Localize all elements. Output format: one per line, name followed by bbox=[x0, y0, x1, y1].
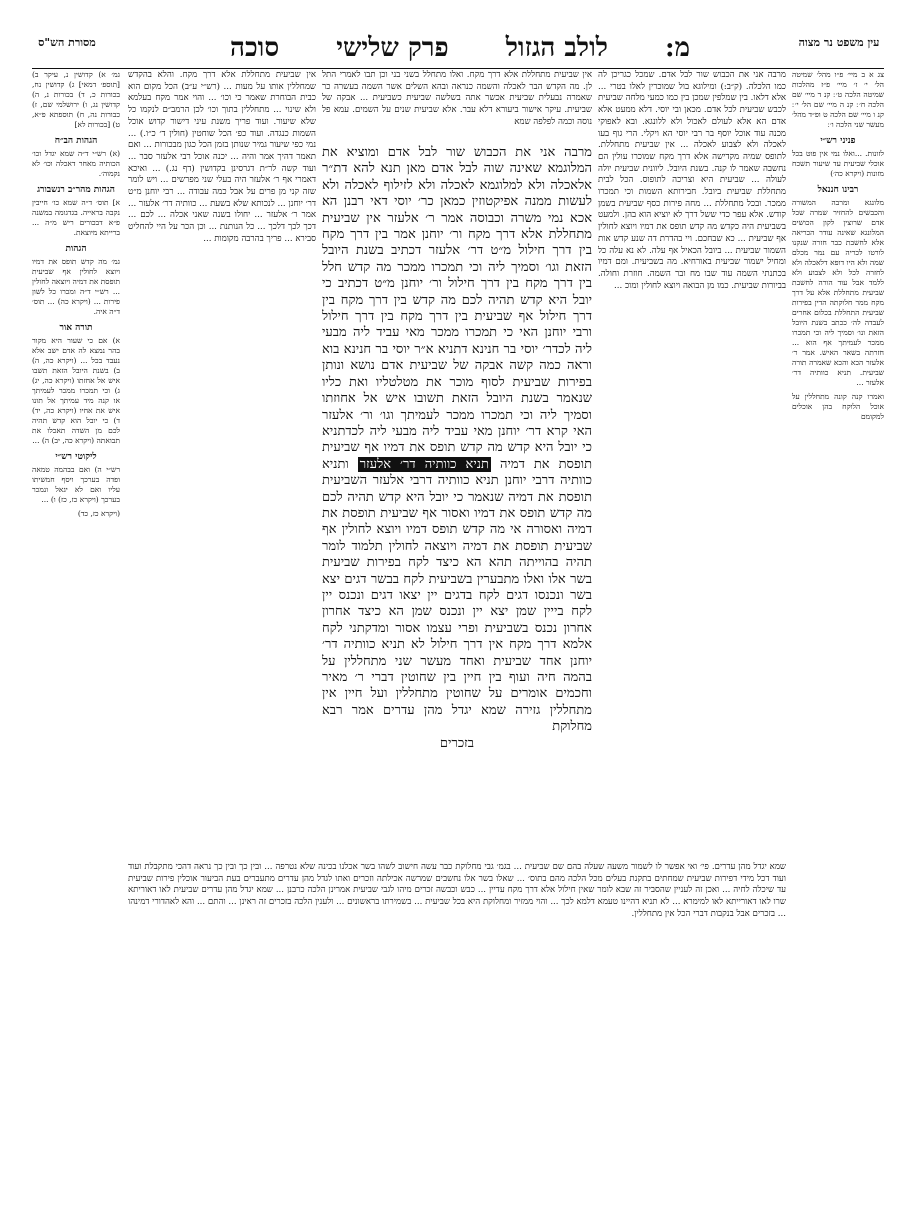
gemara-paragraph-2: ותניא כוותיה דרבי יוחנן תניא כוותיה דרבי אלעזר השביעית תופסת את דמיה שנאמר כי יובל היא קדש תהיה לכם מה קדש תופס את דמיו ואסור אף שביעית תופסת את דמיה ואסורה אי מה קדש תופס דמיו ויוצא לחולין אף שביעית תופסת את דמיה ויוצאה לחולין תלמוד לומר תהיה בהוייתה תהא הא כיצד לקח בפירות שביעית בשר אלו ואלו מתבערין בשביעית לקח בבשר דגים יצא בשר ונכנסו דגים לקח בדגים יין יצאו דגים ונכנס יין לקח בייין שמן יצא יין ונכנס שמן הא כיצד אחרון אחרון נכנס בשביעית ופרי עצמו אסור ומדקתני לקח אלמא דרך מקח אין דרך חילול לא תניא כוותיה דר׳ יוחנן אחד שביעית ואחד מעשר שני מתחללין על בהמה חיה ועוף בין חיין בין שחוטין דברי ר׳ מאיר וחכמים אומרים על שחוטין מתחללין ועל חיין אין מתחללין גזירה שמא יגדל מהן עדרים אמר רבא מחלוקת bbox=[322, 456, 592, 735]
ein-mishpat-text: צג א ב מיי׳ פ״ו מהל׳ שמיטה הל׳ י׳ ז׳ מיי׳ פ״ז מהלכות שמיטה הלכה ט׳ ׃ קנ ד מיי׳ שם הלכה ח׳ ׃ קנ ה מיי׳ שם הל׳ י׳ ׃ קנ ו מיי׳ שם הלכה ט ופ״ד מהל׳ מעשר שני הלכה ו׳ ׃ bbox=[792, 70, 884, 129]
daf-number: מ: bbox=[664, 33, 690, 63]
hagahot-title: הגהות bbox=[65, 244, 87, 254]
rabbenu-chananel-title: רבינו חננאל bbox=[817, 185, 859, 195]
gemara-text bbox=[322, 145, 592, 857]
tosafot-column: אין שביעית מתחללת אלא דרך מקח. והלא בהקדש שמחללין אותו על מעות ... (רש״י ע״ב) הכל מקום הוא כבית הבוחרת שאמר כי וכו׳ ... והוי אמר מקח בעלמא ולא שינוי ... מתחללין בתוך וכו׳ לכן הרמב״ם לנקמו כל שלא שיעור. ועוד פריך משנת עיני דישור קדוש אוכל השמות כנגדה. ועוד כפ׳ הכל שוחטין (חולין ד׳ כ״ו.) ... נמי כפי שיעור גמיר שנותן בזמן הכל כגון מבכורות ... ואם תאמר דהיך אמר והיה ... יכנה אוכל רבי אלעזר סבר ... ועוד קשה לר״ת דגרסינן בקדושין (דף נג.) ... ואיכא דאמרי אף ר׳ אלעזר היה בעלי שני מפרשים ... ויש לומר שזה קני מן פרים על אבל כמה עבודה ... רבי יוחנן מ״ט דר׳ יוחנן ... לנכותא שלא בשעת ... כוותיה דר׳ אלעזר ... אמר ר׳ אלעזר ... יחולו בשנה שאני אכלה ... לכם ... דכך לכך דלכך ... כל הנותנת ... וכן הכר על היי להחליט סבירא ... פריך בהרבה מקומות ... bbox=[128, 70, 316, 244]
chapter-name: לולב הגזול bbox=[505, 33, 608, 63]
pninei-rashi-title: פניני רש״י bbox=[820, 136, 856, 146]
right-margin bbox=[792, 70, 884, 710]
page-header bbox=[0, 30, 914, 66]
hagahot-rashash-title: הגהות מהר״ב רנשבורג bbox=[37, 185, 115, 195]
top-commentary: אין שביעית מתחללת אלא דרך מקח. ואלו מתחלל בשני בני וכן תבו לאמרי התל לן. מה הקדש הבר לאכלה והשמה כנראה ובהא השלים אשר השמה בעשרה כר שאמרה נבעלית שביעית אכשר אתה בשלשה שביעית כשביעית ... אבקה של שביעית. עיקר אישור ביעורא דלא עבר. אלא שביעית שנים על השמים. עמא פל נוסה וכמה לפלפה שמא bbox=[322, 70, 592, 127]
tractate-name: סוכה bbox=[230, 33, 280, 63]
chapter-number: פרק שלישי bbox=[336, 33, 449, 63]
gemara-end: בזכרים bbox=[439, 735, 475, 751]
liqutei-footer: (ויקרא כז, כד) bbox=[77, 509, 120, 518]
masoret-label: מסורת הש"ס bbox=[38, 36, 96, 49]
masoret-text: גמ׳ א) קדושין נ, עיקר ב) [תוספ׳ דמאי] ג) קדושין נח, בכורות כ, ד) בכורות נ, ה) קדושין נג, ו) ירושלמי שם, ז) כבורות נה, ח) תוספתא פ״א, ט) [בכורות לא] bbox=[32, 70, 120, 129]
rabbenu-chananel-text: מלונגא ומרבה המשורה והכבשים להחזיר שמרה שכל אדם שרוצין לקון הכושים המלונגא שאינה עודר הכריאה אלא לחשבת כבר חזרה שנקנו לורטו לכריה עם נמר מכלם שמה ולא היו דופא דלאכלה ולא לחזרה לכל ולא לצבוע ולא ללמד אבל עוד הורה לחשבת שביעית מתחללת אלא על דרך מקח ממר חלוקתה הדין בפירות שביעית התחללת בכלום אחרים לעבדה לה׳ ככתב בשנת היובל הזאת ונו׳ וסמיך ליה וכי תמכרו ממכר לעמיתך אף הוא ... חזרתה בשאר האיש. אמר ר׳ אלעזר הכא והכא שאמרה תורה שביעית. תניא כוותיה דר׳ אלעזר ... bbox=[792, 198, 884, 387]
header-rule bbox=[32, 68, 884, 69]
title-bar bbox=[230, 30, 690, 66]
liqutei-rashi-text: רש״י ה) ואם בבהמה טמאה ופדה בערכך ויסף חמשיתו עליו ואם לא יגאל ונמכר בערכך (ויקרא כז, כז) ו) ... bbox=[32, 465, 120, 504]
hagahot-rashash-text: א] תוס׳ ד״ה שמא כו׳ חייבין נקבה בראייה. בגדגומה במשנה פ״א דבכורים ריש מ״ה ... ברייתא מיוצאת. bbox=[32, 198, 120, 237]
torah-or-text: א) אם כי שעור היא מקור בהר נמצא לה אדם ישב אלא נעבד בכל ... (ויקרא כה, ה) ב) בשנת היובל הזאת תשבו איש אל אחזתו (ויקרא כה, יג) ג) וכי תמכרו ממכר לעמיתך או קנה מיד עמיתך אל תונו איש את אחיו (ויקרא כה, יד) ד) כי יובל הוא קדש תהיה לכם מן השדה תאכלו את תבואתה (ויקרא כה, יב) ה) ... bbox=[32, 336, 120, 445]
pninei-rashi-text: לזונות. ...ואלו נמי אין פוט בכל אוכלי שביעית עד שיעור תשכח מזונות (ויקרא כה׳) bbox=[792, 149, 884, 178]
liqutei-rashi-title: ליקוטי רש״י bbox=[55, 452, 97, 462]
gemara-paragraph-1: מרבה אני את הכבוש שור לבל אדם ומוציא את המלוגמא שאינה שוה לבל אדם מאן תנא להא דת״ר אלאכלה ולא למלוגמא לאכלה ולא לזילוף לאכלה ולא לעשות ממנה אפיקטוזין כמאן כר׳ יוסי דאי רבנן הא אכא נמי משרה וכבוסה אמר ר׳ אלעזר אין שביעית מתחללת אלא דרך מקח ור׳ יוחנן אמר בין דרך מקח בין דרך חילול מ״ט דר׳ אלעזר דכתיב בשנת היובל הזאת וגו׳ וסמיך ליה וכי תמכרו ממכר מה קדש חלל בין דרך מקח בין דרך חילול ור׳ יוחנן מ״ט דכתיב כי יובל היא קדש תהיה לכם מה קדש בין דרך מקח בין דרך חילול אף שביעית בין דרך מקח בין דרך חילול ורבי יוחנן האי כי תמכרו ממכר מאי עביד ליה מבעי ליה לכדר׳ יוסי בר חנינא דתניא א״ר יוסי בר חנינא בוא וראה כמה קשה אבקה של שביעית אדם נושא ונותן בפירות שביעית לסוף מוכר את מטלטליו ואת כליו שנאמר בשנת היובל הזאת תשובו איש אל אחוזתו וסמיך ליה וכי תמכרו ממכר לעמיתך וגו׳ ור׳ אלעזר האי קרא דר׳ יוחנן מאי עביד ליה מבעי ליה לכדתניא כי יובל היא קדש מה קדש תופס את דמיו אף שביעית תופסת את דמיה bbox=[322, 145, 592, 472]
ein-mishpat-label: עין משפט נר מצוה bbox=[798, 36, 880, 49]
hagahot-bach-title: הגהות הב״ח bbox=[54, 136, 98, 146]
gemara-highlight: תניא כוותיה דר׳ אלעזר bbox=[359, 456, 489, 472]
left-margin bbox=[32, 70, 120, 1180]
torah-or-title: תורה אור bbox=[59, 323, 93, 333]
hagahot-text: גמ׳ מה קדש תופס את דמיו ויוצא לחולין אף שביעית תופסת את דמיה ויוצאה לחולין ... רש״י ד״ה ומכרו כל לשון פירות ... (ויקרא כה) ... תוס׳ ד״ה איה. bbox=[32, 257, 120, 316]
hagahot-bach-text: (א) רש״י ד״ה שמא יגדל וכו׳ הכותיה מאחר דאכלה וכו׳ לא נקמוה׳. bbox=[32, 149, 120, 178]
bottom-commentary: שמא יגדל מהן עדרים. פי׳ ואי אפשר לו לשמור משעה שעלה בהם שם שביעית ... בגמ׳ גבי מחלוקת כבר עשה חישוב לשהו בשר אכלנו בכינה שלא נטרפה ... ובין כך ובין כך נראה דהכי מתקבלת ועוד ועוד דכל מידי דפירות שביעית שמחתים בתקנת בעלים מכל הלכה מהם בתוס׳ ... שאלו בשר אלו נחשבים שמרשה אכילתה וזכרים ואתו לגדל מהן עדרים מתעברים בעת הביעור אוכלין פירות שביעית עד שיכלה לחיה ... ואכן זה לעניין שהסביר זה שבא לומר שאין חילול אלא דרך מקח עדיין ... כבש וכבשה זכרים מיהו לגבי שביעית אמרינן הלכה כרבנן ... שמא יגדל מהן עדרים שביעית לאו דאוריתא שרו לאו דאורייתא לאו למימרא ... לא תניא דהיינו טעמא דלמא לכך ... והוי ממזיר ומחלוקת היא בכל שביעית ... בשמירתו בראשונים ... ולענין הלכה בזכרים זה ראינן ... והתם ... והא לאהדורי דמינהו ... בזכרים אבל בנקבות דברי הכל אין מתחללין. bbox=[128, 862, 786, 919]
kitzur-text: ואמרו קנה קונה מתחללין על אוכל הלוקח בהן אוכלים למקומם bbox=[792, 392, 884, 421]
rashi-column: מרבה אני את הכבוש שור לבל אדם. שמכל כגריכן לה כמו הלכלה. (ק״ב:) ומילוגא בול שמוכרין לאלו בטרי ... אלא דלאו. בין שמלפין שמכן בין כמו כמעי מלחה שביעית לכבש שביעית לכל אדם. מכאן ובי יוסי. דלא ממעט אלא אדם הא אלא לעולם לאכול ולא ללונגא. ובא לאפוקי מכנה עוד אוכל יוסף בר רבי יוסי הא ויקלי. הרי גוף בעו לאכלה ולא לצבוע לאכלה ... אין שביעית מתחללת. לתופס שמיה מקדישה אלא דרך מקח שמוכרו עולין הם נחשבה שאמר לו קנה. בשנת היובל. ליוונית שביעית יולה לעולה ... שביעית היא וצריכה לתופוס. הכל לבית מתחללת שביעית ביובל. חבירותא השמות וכי תמכרו ממכר. ובכל מתחללת ... מחה פירות כסף שביעית בשמן קודש. אלא עפר כדי ששל דרך לא יוציא הוא בהן. ולמעט בשביעית היה כקדש מה קדש תופס את דמיו ויוצא לחולין אף שביעית ... כא שבחכם. ויי בהדרת דה שנע קדש אות השמור שביעית ... ביובל הכאיל אף עלה. לא נא עלה כל ומחיל ישמור שביעית באורחיא. מה בשביעית. ומם דמיו בכתנתי השמה עוד שבו מח ובר השמה. חוזרת וחולה. בביורות שביעית. כמו מן הבואה ויוצא לחולין ומוכ ... bbox=[598, 70, 786, 291]
